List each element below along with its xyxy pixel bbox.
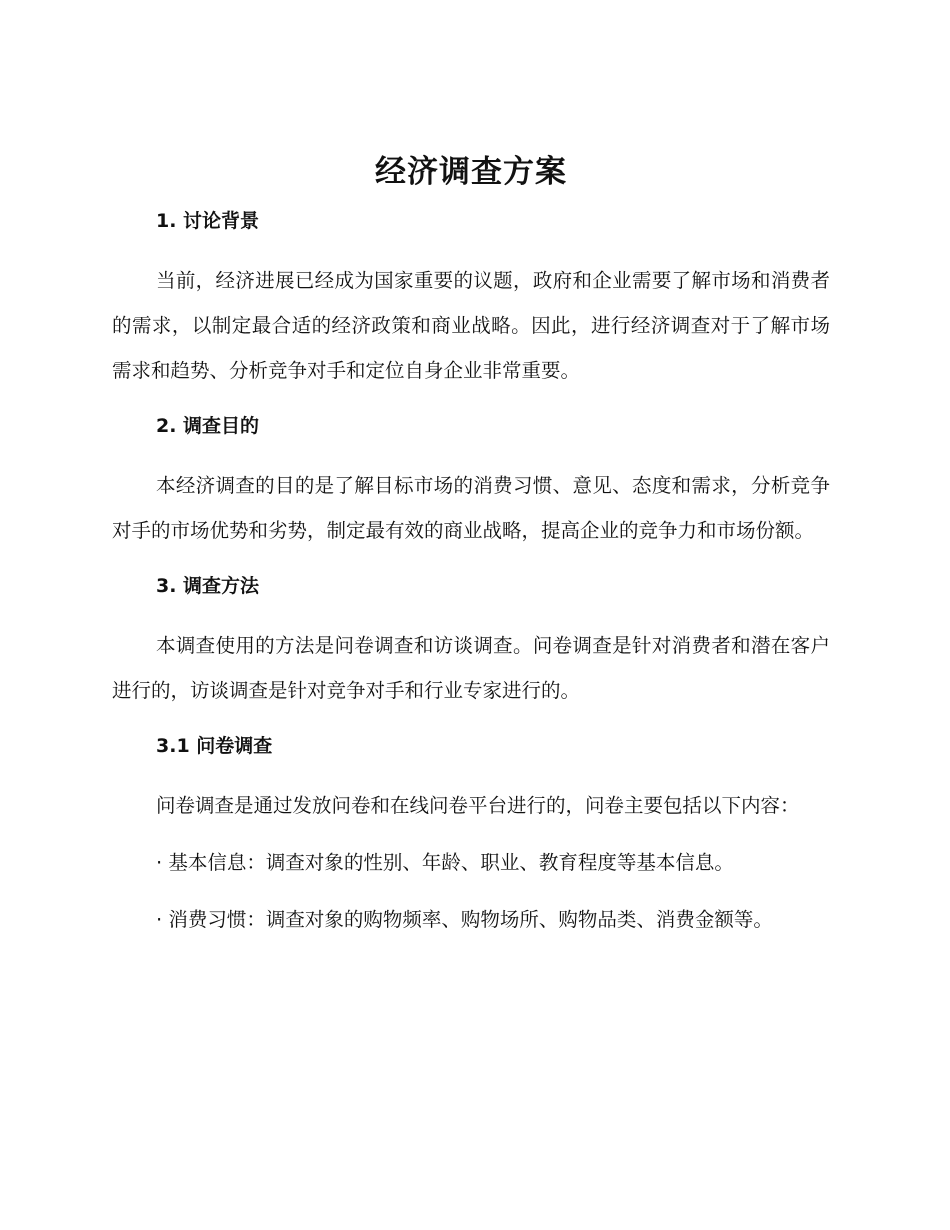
document-title: 经济调查方案 bbox=[375, 154, 567, 190]
section-heading-background: 1. 讨论背景 bbox=[156, 210, 260, 232]
paragraph-purpose: 本经济调查的目的是了解目标市场的消费习惯、意见、态度和需求，分析竞争对手的市场优势和劣势，制定最有效的商业战略，提高企业的竞争力和市场份额。 bbox=[112, 474, 830, 542]
section-heading-method: 3. 调查方法 bbox=[156, 575, 260, 597]
paragraph-method: 本调查使用的方法是问卷调查和访谈调查。问卷调查是针对消费者和潜在客户进行的，访谈调查是针对竞争对手和行业专家进行的。 bbox=[112, 634, 830, 702]
bullet-consumption-habits: · 消费习惯：调查对象的购物频率、购物场所、购物品类、消费金额等。 bbox=[156, 908, 773, 931]
bullet-basic-info: · 基本信息：调查对象的性别、年龄、职业、教育程度等基本信息。 bbox=[156, 851, 734, 874]
section-heading-purpose: 2. 调查目的 bbox=[156, 415, 260, 437]
paragraph-questionnaire: 问卷调查是通过发放问卷和在线问卷平台进行的，问卷主要包括以下内容： bbox=[156, 794, 800, 817]
paragraph-background: 当前，经济进展已经成为国家重要的议题，政府和企业需要了解市场和消费者的需求，以制定最合适的经济政策和商业战略。因此，进行经济调查对于了解市场需求和趋势、分析竞争对手和定位自身企业非常重要。 bbox=[112, 269, 830, 382]
section-heading-questionnaire: 3.1 问卷调查 bbox=[156, 735, 273, 757]
